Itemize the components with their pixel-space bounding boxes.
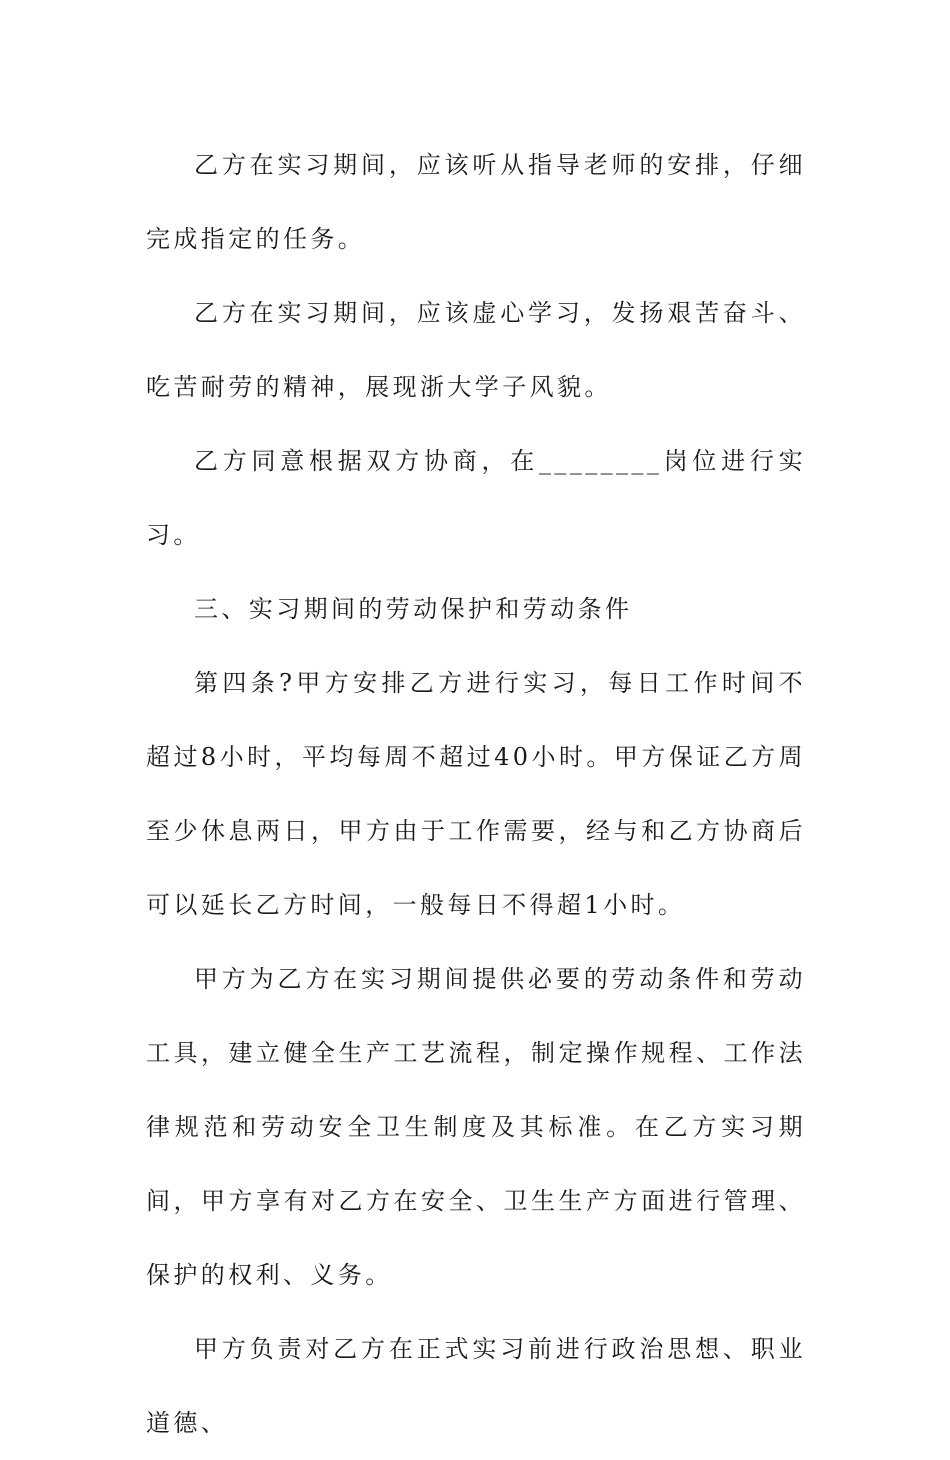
paragraph-training: 甲方负责对乙方在正式实习前进行政治思想、职业道德、 [146,1335,806,1437]
document-body [146,128,806,1460]
paragraph-study-arrangement: 乙方在实习期间，应该听从指导老师的安排，仔细完成指定的任务。 [146,151,806,253]
paragraph-position: 乙方同意根据双方协商，在________岗位进行实习。 [146,447,806,549]
paragraph-working-conditions: 甲方为乙方在实习期间提供必要的劳动条件和劳动工具，建立健全生产工艺流程，制定操作规程、工作法律规范和劳动安全卫生制度及其标准。在乙方实习期间，甲方享有对乙方在安全、卫生生产方面进行管理、保护的权利、义务。 [146,965,806,1289]
section-heading: 三、实习期间的劳动保护和劳动条件 [194,595,633,623]
paragraph-study-attitude: 乙方在实习期间，应该虚心学习，发扬艰苦奋斗、吃苦耐劳的精神，展现浙大学子风貌。 [146,299,806,401]
paragraph-article-four: 第四条?甲方安排乙方进行实习，每日工作时间不超过8小时，平均每周不超过40小时。甲方保证乙方周至少休息两日，甲方由于工作需要，经与和乙方协商后可以延长乙方时间，一般每日不得超1小时。 [146,669,806,919]
